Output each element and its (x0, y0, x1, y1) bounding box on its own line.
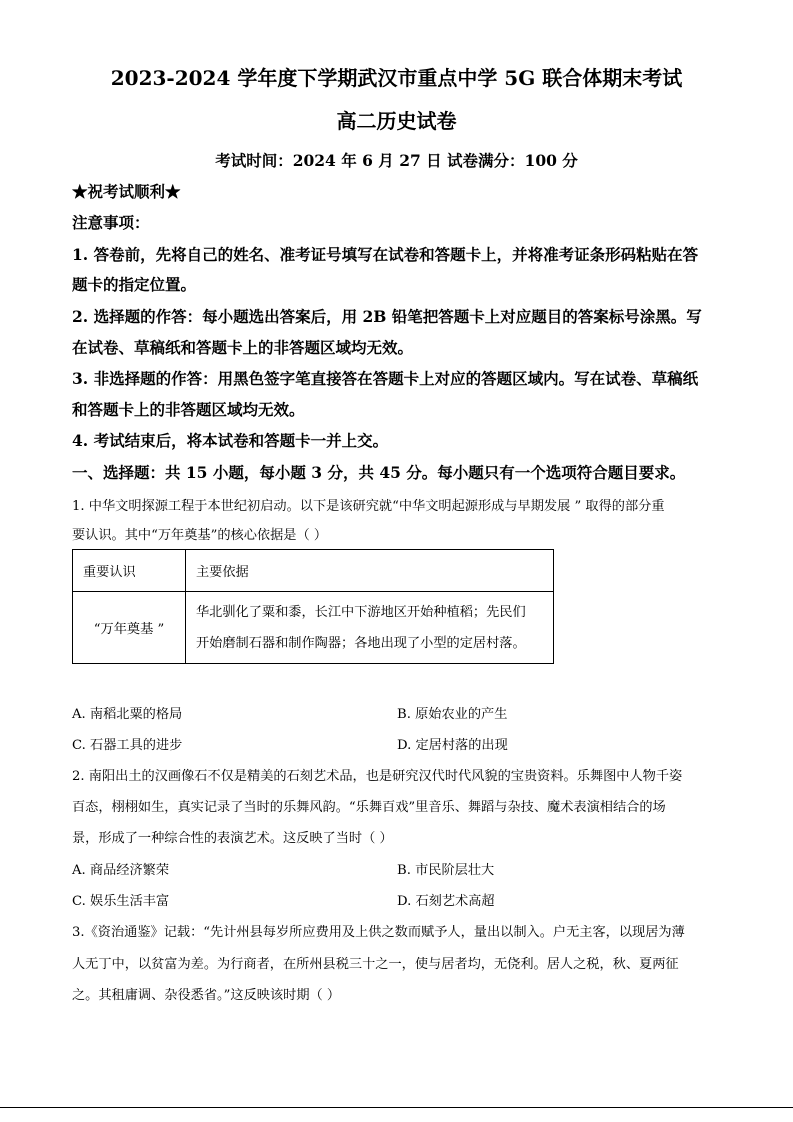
exam-title: 2023-2024 学年度下学期武汉市重点中学 5G 联合体期末考试 (110, 66, 683, 90)
question-2-stem: 2. 南阳出土的汉画像石不仅是精美的石刻艺术品，也是研究汉代时代风貌的宝贵资料。乐舞图中人物千姿 (72, 769, 683, 784)
question-1-stem: 要认识。其中“万年奠基”的核心依据是（ ） (72, 528, 328, 543)
option-a: A. 南稻北粟的格局 (72, 707, 183, 722)
option-d: D. 石刻艺术高超 (397, 894, 495, 909)
question-1-stem: 1. 中华文明探源工程于本世纪初启动。以下是该研究就“中华文明起源形成与早期发展 ” 取得的部分重 (72, 499, 665, 514)
option-c: C. 娱乐生活丰富 (72, 894, 170, 909)
option-d: D. 定居村落的出现 (397, 738, 508, 753)
question-2-stem: 百态，栩栩如生，真实记录了当时的乐舞风韵。“乐舞百戏”里音乐、舞蹈与杂技、魔术表演相结合的场 (72, 800, 666, 815)
notice-line: 4. 考试结束后，将本试卷和答题卡一并上交。 (72, 431, 389, 450)
question-3-stem: 3.《资治通鉴》记载：“先计州县每岁所应费用及上供之数而赋予人，量出以制入。户无主客，以现居为薄 (72, 925, 685, 940)
table-header-row (73, 550, 554, 592)
evidence-line: 华北驯化了粟和黍，长江中下游地区开始种植稻；先民们 (196, 604, 526, 620)
table-header-cell: 主要依据 (186, 550, 554, 592)
paper-subtitle: 高二历史试卷 (336, 109, 457, 133)
page-bottom-rule (0, 1107, 793, 1108)
question-3-stem: 之。其租庸调、杂役悉省。”这反映该时期（ ） (72, 988, 341, 1003)
option-c: C. 石器工具的进步 (72, 738, 183, 753)
evidence-line: 开始磨制石器和制作陶器；各地出现了小型的定居村落。 (196, 635, 526, 651)
notice-line: 1. 答卷前，先将自己的姓名、准考证号填写在试卷和答题卡上，并将准考证条形码粘贴在答 (72, 245, 699, 264)
table-cell-label: “万年奠基 ” (73, 592, 186, 664)
notice-line: 3. 非选择题的作答：用黑色签字笔直接答在答题卡上对应的答题区域内。写在试卷、草稿纸 (72, 369, 699, 388)
evidence-table (72, 549, 554, 664)
table-cell-evidence (186, 592, 554, 664)
option-b: B. 市民阶层壮大 (397, 863, 495, 878)
notice-line: 2. 选择题的作答：每小题选出答案后，用 2B 铅笔把答题卡上对应题目的答案标号涂黑。写 (72, 307, 702, 326)
question-2-stem: 景，形成了一种综合性的表演艺术。这反映了当时（ ） (72, 831, 393, 846)
table-row (73, 592, 554, 664)
blessing-line: ★祝考试顺利★ (72, 182, 181, 201)
option-b: B. 原始农业的产生 (397, 707, 508, 722)
notice-heading: 注意事项： (72, 213, 150, 232)
option-a: A. 商品经济繁荣 (72, 863, 170, 878)
notice-line: 题卡的指定位置。 (72, 275, 197, 294)
notice-line: 在试卷、草稿纸和答题卡上的非答题区域均无效。 (72, 338, 414, 357)
question-3-stem: 人无丁中，以贫富为差。为行商者，在所州县税三十之一，使与居者均，无侥利。居人之税，秋、夏两征 (72, 957, 679, 972)
section-heading: 一、选择题：共 15 小题，每小题 3 分，共 45 分。每小题只有一个选项符合题目要求。 (72, 463, 686, 482)
exam-info: 考试时间：2024 年 6 月 27 日 试卷满分：100 分 (215, 151, 578, 170)
table-header-cell: 重要认识 (73, 550, 186, 592)
notice-line: 和答题卡上的非答题区域均无效。 (72, 400, 305, 419)
